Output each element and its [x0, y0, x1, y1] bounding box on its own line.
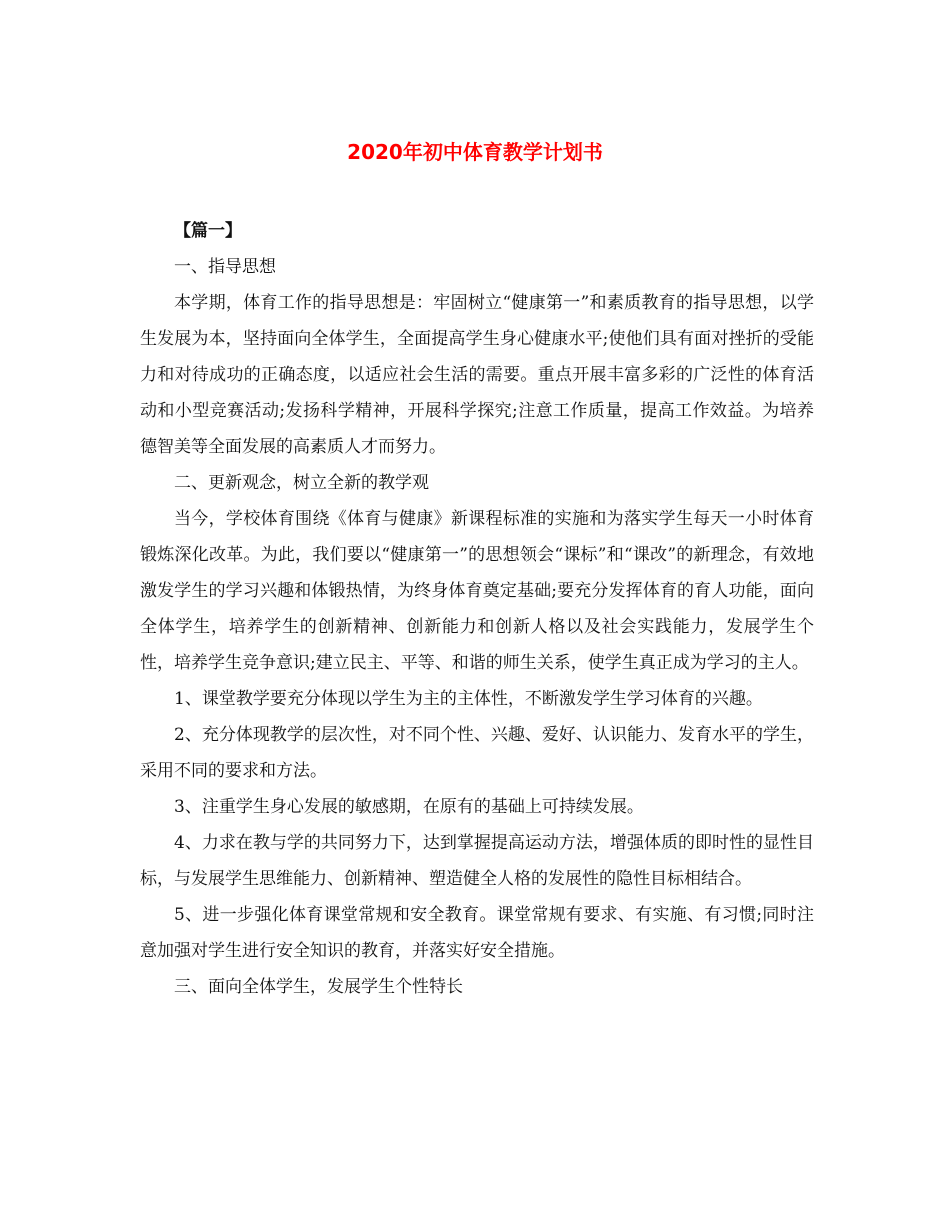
- section-label: 【篇一】: [174, 221, 242, 241]
- list-item-4: 4、力求在教与学的共同努力下，达到掌握提高运动方法，增强体质的即时性的显性目标，与发展学生思维能力、创新精神、塑造健全人格的发展性的隐性目标相结合。: [140, 833, 814, 889]
- list-item-3: 3、注重学生身心发展的敏感期，在原有的基础上可持续发展。: [174, 797, 644, 817]
- heading-new-concept: 二、更新观念，树立全新的教学观: [174, 473, 429, 493]
- list-item-1: 1、课堂教学要充分体现以学生为主的主体性，不断激发学生学习体育的兴趣。: [174, 689, 763, 709]
- document-title: 2020年初中体育教学计划书: [347, 140, 603, 164]
- paragraph-new-concept: 当今，学校体育围绕《体育与健康》新课程标准的实施和为落实学生每天一小时体育锻炼深化改革。为此，我们要以“健康第一”的思想领会“课标”和“课改”的新理念，有效地激发学生的学习兴趣和体锻热情，为终身体育奠定基础;要充分发挥体育的育人功能，面向全体学生，培养学生的创新精神、创新能力和创新人格以及社会实践能力，发展学生个性，培养学生竞争意识;建立民主、平等、和谐的师生关系，使学生真正成为学习的主人。: [140, 509, 814, 673]
- section-heading: [140, 213, 814, 249]
- document-body: [140, 213, 814, 1005]
- list-item-5: 5、进一步强化体育课堂常规和安全教育。课堂常规有要求、有实施、有习惯;同时注意加强对学生进行安全知识的教育，并落实好安全措施。: [140, 905, 814, 961]
- heading-all-students: 三、面向全体学生，发展学生个性特长: [174, 977, 463, 997]
- list-item-2: 2、充分体现教学的层次性，对不同个性、兴趣、爱好、认识能力、发育水平的学生，采用不同的要求和方法。: [140, 725, 814, 781]
- paragraph-guiding-thought: 本学期，体育工作的指导思想是：牢固树立“健康第一”和素质教育的指导思想，以学生发展为本，坚持面向全体学生，全面提高学生身心健康水平;使他们具有面对挫折的受能力和对待成功的正确态度，以适应社会生活的需要。重点开展丰富多彩的广泛性的体育活动和小型竞赛活动;发扬科学精神，开展科学探究;注意工作质量，提高工作效益。为培养德智美等全面发展的高素质人才而努力。: [140, 293, 814, 457]
- heading-guiding-thought: 一、指导思想: [174, 257, 276, 277]
